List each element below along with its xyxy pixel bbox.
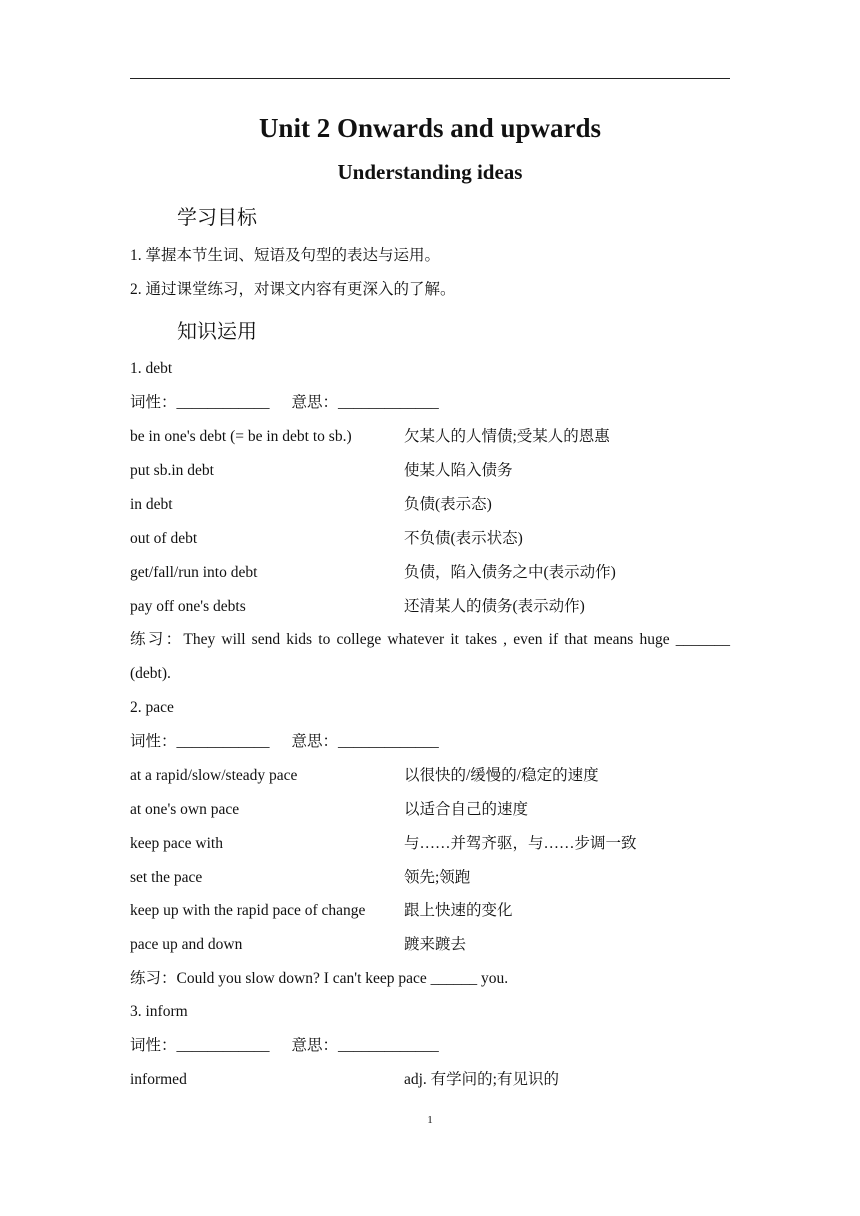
page-title: Unit 2 Onwards and upwards — [258, 113, 602, 143]
phrase-zh: adj. 有学问的;有见识的 — [404, 1071, 559, 1088]
exercise-text: 练习：They will send kids to college whatever it takes , even if that means huge _______ (debt). — [130, 631, 730, 682]
header-rule — [130, 78, 730, 79]
phrase-en: keep pace with — [130, 835, 223, 852]
phrase-en: pace up and down — [130, 936, 243, 953]
objective-item: 1. 掌握本节生词、短语及句型的表达与运用。 — [130, 247, 441, 264]
phrase-en: pay off one's debts — [130, 598, 246, 615]
pos-blank: 词性：____________ — [130, 1037, 270, 1054]
exercise-text: 练习：Could you slow down? I can't keep pace ______ you. — [130, 970, 509, 987]
phrase-zh: 欠某人的人情债;受某人的恩惠 — [404, 428, 610, 445]
phrase-zh: 与……并驾齐驱，与……步调一致 — [404, 835, 637, 852]
phrase-zh: 以适合自己的速度 — [404, 801, 529, 818]
pos-meaning-blanks — [130, 392, 439, 414]
phrase-zh: 不负债(表示状态) — [404, 530, 523, 547]
phrase-en: be in one's debt (= be in debt to sb.) — [130, 428, 352, 445]
pos-meaning-blanks — [130, 731, 439, 753]
objective-item: 2. 通过课堂练习，对课文内容有更深入的了解。 — [130, 281, 456, 298]
phrase-en: out of debt — [130, 530, 198, 547]
phrase-en: at one's own pace — [130, 801, 240, 818]
phrase-en: keep up with the rapid pace of change — [130, 902, 366, 919]
phrase-en: in debt — [130, 496, 173, 513]
phrase-zh: 使某人陷入债务 — [404, 462, 513, 479]
phrase-zh: 负债(表示态) — [404, 496, 492, 513]
pos-blank: 词性：____________ — [130, 733, 270, 750]
phrase-zh: 还清某人的债务(表示动作) — [404, 598, 585, 615]
entry-word: 3. inform — [130, 1003, 188, 1020]
entry-word: 2. pace — [130, 699, 174, 716]
phrase-en: at a rapid/slow/steady pace — [130, 767, 298, 784]
phrase-zh: 领先;领跑 — [404, 869, 471, 886]
phrase-en: set the pace — [130, 869, 203, 886]
phrase-zh: 以很快的/缓慢的/稳定的速度 — [404, 767, 599, 784]
objectives-heading: 学习目标 — [177, 205, 257, 229]
phrase-zh: 负债，陷入债务之中(表示动作) — [404, 564, 616, 581]
pos-meaning-blanks — [130, 1035, 439, 1057]
phrase-zh: 踱来踱去 — [404, 936, 467, 953]
phrase-en: put sb.in debt — [130, 462, 214, 479]
phrase-zh: 跟上快速的变化 — [404, 902, 513, 919]
page-number: 1 — [427, 1114, 433, 1126]
phrase-en: get/fall/run into debt — [130, 564, 258, 581]
meaning-blank: 意思：_____________ — [291, 733, 439, 750]
knowledge-heading: 知识运用 — [177, 319, 257, 343]
pos-blank: 词性：____________ — [130, 394, 270, 411]
page-subtitle: Understanding ideas — [337, 160, 523, 184]
entry-word: 1. debt — [130, 360, 173, 377]
meaning-blank: 意思：_____________ — [291, 394, 439, 411]
phrase-en: informed — [130, 1071, 187, 1088]
meaning-blank: 意思：_____________ — [291, 1037, 439, 1054]
